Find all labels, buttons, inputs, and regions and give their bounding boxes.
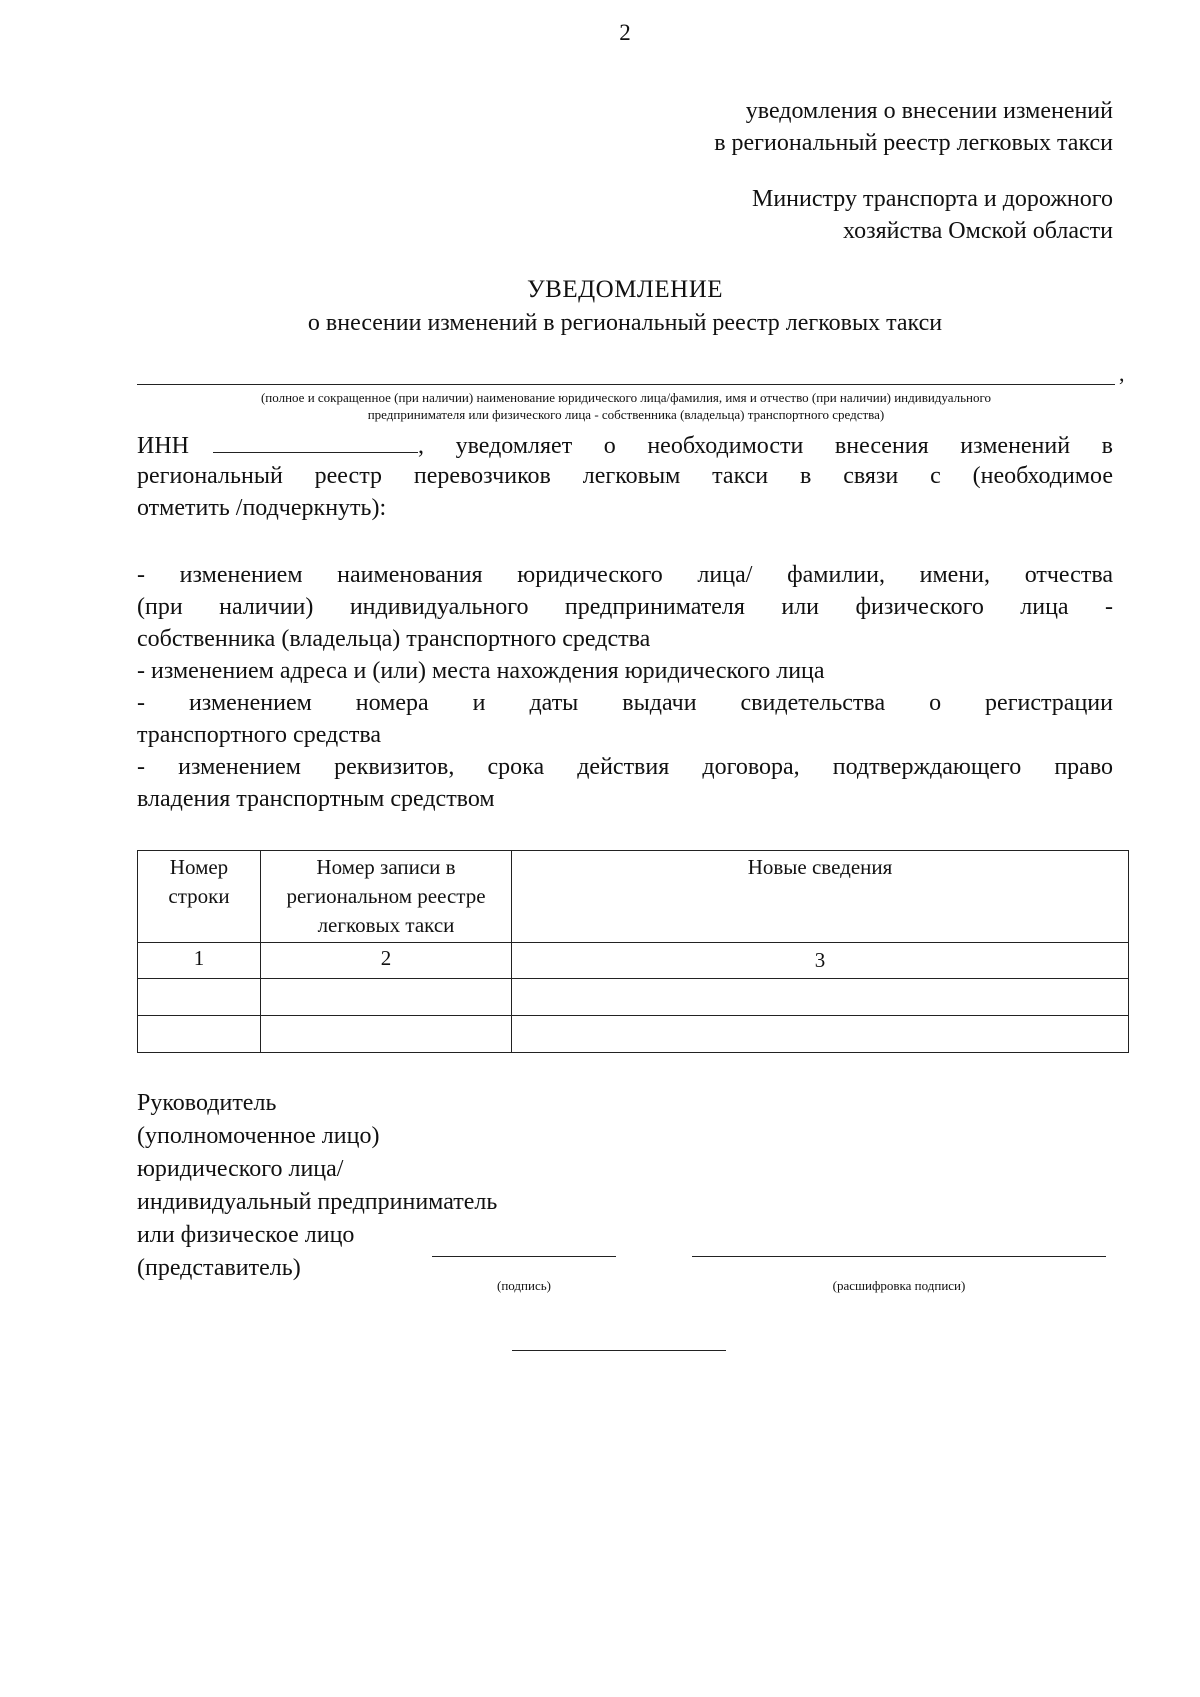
signature-decoding-caption: (расшифровка подписи) <box>832 1278 966 1293</box>
signer-line: индивидуальный предприниматель <box>137 1189 498 1215</box>
applicant-caption <box>137 389 1115 423</box>
column-number: 2 <box>261 943 512 979</box>
table-cell[interactable] <box>138 979 261 1016</box>
column-number: 3 <box>512 943 1129 979</box>
appendix-heading-line: уведомления о внесении изменений <box>745 98 1113 124</box>
document-title: УВЕДОМЛЕНИЕ <box>526 276 724 303</box>
column-header-new-info: Новые сведения <box>512 851 1129 943</box>
signer-line: (представитель) <box>137 1255 301 1281</box>
applicant-caption-line: предпринимателя или физического лица - собственника (владельца) транспортного средства) <box>367 407 885 422</box>
reason-item[interactable] <box>137 655 1113 687</box>
reason-item[interactable] <box>137 687 1113 751</box>
table-cell[interactable] <box>261 979 512 1016</box>
table-cell[interactable] <box>138 1016 261 1053</box>
applicant-name-line <box>137 362 1115 385</box>
addressee-line: Министру транспорта и дорожного <box>751 186 1113 212</box>
page-number: 2 <box>619 20 631 45</box>
inn-paragraph <box>137 428 1113 524</box>
table-row <box>138 979 1129 1016</box>
applicant-line-comma: , <box>1119 361 1125 386</box>
applicant-caption-line: (полное и сокращенное (при наличии) наименование юридического лица/фамилия, имя и отчество (при наличии) индивидуального <box>260 390 992 405</box>
inn-line-rest: , уведомляет о необходимости внесения изменений в <box>418 433 1113 459</box>
inn-paragraph-line: региональный реестр перевозчиков легковым такси в связи с (необходимое <box>137 463 1113 489</box>
column-header-row-number: Номер строки <box>138 851 261 943</box>
inn-paragraph-line: отметить /подчеркнуть): <box>137 495 387 521</box>
signer-line: Руководитель <box>137 1090 277 1116</box>
reasons-list <box>137 559 1113 815</box>
end-of-document-divider <box>512 1350 726 1351</box>
document-subtitle: о внесении изменений в региональный реестр легковых такси <box>307 310 943 336</box>
inn-line <box>137 428 1113 460</box>
reason-line: собственника (владельца) транспортного средства <box>137 626 651 652</box>
form-appendix-heading <box>714 95 1113 159</box>
signature-caption: (подпись) <box>497 1278 551 1293</box>
signature-decoding-line[interactable] <box>692 1256 1106 1257</box>
table-numbering-row <box>138 943 1129 979</box>
table-cell[interactable] <box>261 1016 512 1053</box>
addressee-block <box>752 183 1113 247</box>
inn-field[interactable] <box>213 428 418 453</box>
reason-line: - изменением номера и даты выдачи свидетельства о регистрации <box>137 690 1113 716</box>
reason-line: (при наличии) индивидуального предпринимателя или физического лица - <box>137 594 1113 620</box>
reason-line: транспортного средства <box>137 722 382 748</box>
reason-line: - изменением адреса и (или) места нахождения юридического лица <box>137 658 825 684</box>
table-cell[interactable] <box>512 1016 1129 1053</box>
inn-label: ИНН <box>137 433 189 459</box>
signature-line[interactable] <box>432 1256 616 1257</box>
table-row <box>138 1016 1129 1053</box>
table-header-row <box>138 851 1129 943</box>
records-table <box>137 850 1129 1053</box>
column-header-registry-record: Номер записи в региональном реестре легковых такси <box>261 851 512 943</box>
signer-line: или физическое лицо <box>137 1222 355 1248</box>
reason-line: - изменением наименования юридического лица/ фамилии, имени, отчества <box>137 562 1113 588</box>
reason-item[interactable] <box>137 559 1113 655</box>
signer-line: (уполномоченное лицо) <box>137 1123 380 1149</box>
table-cell[interactable] <box>512 979 1129 1016</box>
reason-line: владения транспортным средством <box>137 786 495 812</box>
appendix-heading-line: в региональный реестр легковых такси <box>714 130 1113 156</box>
reason-item[interactable] <box>137 751 1113 815</box>
addressee-line: хозяйства Омской области <box>843 218 1113 244</box>
column-number: 1 <box>138 943 261 979</box>
reason-line: - изменением реквизитов, срока действия договора, подтверждающего право <box>137 754 1113 780</box>
signer-line: юридического лица/ <box>137 1156 344 1182</box>
